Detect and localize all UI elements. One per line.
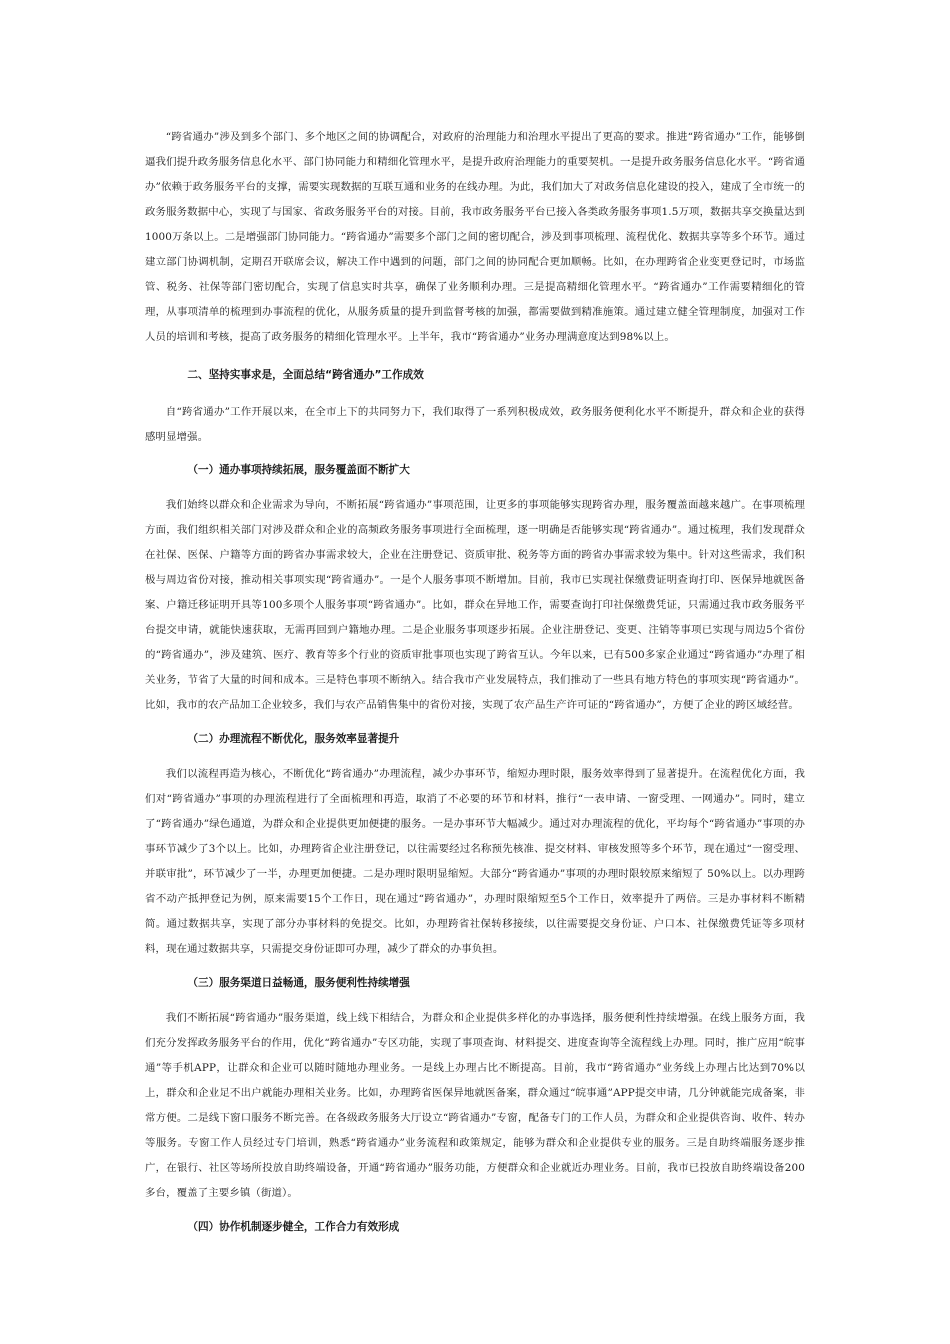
- subsection-heading-2: （二）办理流程不断优化，服务效率显著提升: [187, 733, 400, 745]
- subsection-heading-3: （三）服务渠道日益畅通，服务便利性持续增强: [187, 977, 410, 989]
- subsection-body-1: 我们始终以群众和企业需求为导向，不断拓展“跨省通办”事项范围，让更多的事项能够实现跨省办理，服务覆盖面越来越广。在事项梳理方面，我们组织相关部门对涉及群众和企业的高频政务服务事项进行全面梳理，逐一明确是否能够实现“跨省通办”。通过梳理，我们发现群众在社保、医保、户籍等方面的跨省办事需求较大，企业在注册登记、资质审批、税务等方面的跨省办事需求较为集中。针对这些需求，我们积极与周边省份对接，推动相关事项实现“跨省通办”。一是个人服务事项不断增加。目前，我市已实现社保缴费证明查询打印、医保异地就医备案、户籍迁移证明开具等100多项个人服务事项“跨省通办”。比如，群众在异地工作，需要查询打印社保缴费凭证，只需通过我市政务服务平台提交申请，就能快速获取，无需再回到户籍地办理。二是企业服务事项逐步拓展。企业注册登记、变更、注销等事项已实现与周边5个省份的“跨省通办”，涉及建筑、医疗、教育等多个行业的资质审批事项也实现了跨省互认。今年以来，已有500多家企业通过“跨省通办”办理了相关业务，节省了大量的时间和成本。三是特色事项不断纳入。结合我市产业发展特点，我们推动了一些具有地方特色的事项实现“跨省通办”。比如，我市的农产品加工企业较多，我们与农产品销售集中的省份对接，实现了农产品生产许可证的“跨省通办”，方便了企业的跨区域经营。: [145, 499, 805, 711]
- section-heading: 二、坚持实事求是，全面总结“跨省通办”工作成效: [187, 369, 424, 381]
- subsection-body-3: 我们不断拓展“跨省通办”服务渠道，线上线下相结合，为群众和企业提供多样化的办事选择，服务便利性持续增强。在线上服务方面，我们充分发挥政务服务平台的作用，优化“跨省通办”专区功能，实现了事项查询、材料提交、进度查询等全流程线上办理。同时，推广应用“皖事通”等手机APP，让群众和企业可以随时随地办理业务。一是线上办理占比不断提高。目前，我市“跨省通办”业务线上办理占比达到70%以上，群众和企业足不出户就能办理相关业务。比如，办理跨省医保异地就医备案，群众通过“皖事通”APP提交申请，几分钟就能完成备案，非常方便。二是线下窗口服务不断完善。在各级政务服务大厅设立“跨省通办”专窗，配备专门的工作人员，为群众和企业提供咨询、收件、转办等服务。专窗工作人员经过专门培训，熟悉“跨省通办”业务流程和政策规定，能够为群众和企业提供专业的服务。三是自助终端服务逐步推广，在银行、社区等场所投放自助终端设备，开通“跨省通办”服务功能，方便群众和企业就近办理业务。目前，我市已投放自助终端设备200多台，覆盖了主要乡镇（街道）。: [145, 1012, 805, 1199]
- subsection-heading-4: （四）协作机制逐步健全，工作合力有效形成: [187, 1221, 400, 1233]
- document-page: [145, 125, 805, 1250]
- subsection-heading-1: （一）通办事项持续拓展，服务覆盖面不断扩大: [187, 464, 410, 476]
- subsection-body-2: 我们以流程再造为核心，不断优化“跨省通办”办理流程，减少办事环节，缩短办理时限，服务效率得到了显著提升。在流程优化方面，我们对“跨省通办”事项的办理流程进行了全面梳理和再造，取消了不必要的环节和材料，推行“一表申请、一窗受理、一网通办”。同时，建立了“跨省通办”绿色通道，为群众和企业提供更加便捷的服务。一是办事环节大幅减少。通过对办理流程的优化，平均每个“跨省通办”事项的办事环节减少了3个以上。比如，办理跨省企业注册登记，以往需要经过名称预先核准、提交材料、审核发照等多个环节，现在通过“一窗受理、并联审批”，环节减少了一半，办理更加便捷。二是办理时限明显缩短。大部分“跨省通办”事项的办理时限较原来缩短了 50%以上。以办理跨省不动产抵押登记为例，原来需要15个工作日，现在通过“跨省通办”，办理时限缩短至5个工作日，效率提升了两倍。三是办事材料不断精简。通过数据共享，实现了部分办事材料的免提交。比如，办理跨省社保转移接续，以往需要提交身份证、户口本、社保缴费凭证等多项材料，现在通过数据共享，只需提交身份证即可办理，减少了群众的办事负担。: [145, 768, 805, 955]
- intro-paragraph: “跨省通办”涉及到多个部门、多个地区之间的协调配合，对政府的治理能力和治理水平提出了更高的要求。推进“跨省通办”工作，能够倒逼我们提升政务服务信息化水平、部门协同能力和精细化管理水平，是提升政府治理能力的重要契机。一是提升政务服务信息化水平。“跨省通办”依赖于政务服务平台的支撑，需要实现数据的互联互通和业务的在线办理。为此，我们加大了对政务信息化建设的投入，建成了全市统一的政务服务数据中心，实现了与国家、省政务服务平台的对接。目前，我市政务服务平台已接入各类政务服务事项1.5万项，数据共享交换量达到1000万条以上。二是增强部门协同能力。“跨省通办”需要多个部门之间的密切配合，涉及到事项梳理、流程优化、数据共享等多个环节。通过建立部门协调机制，定期召开联席会议，解决工作中遇到的问题，部门之间的协同配合更加顺畅。比如，在办理跨省企业变更登记时，市场监管、税务、社保等部门密切配合，实现了信息实时共享，确保了业务顺利办理。三是提高精细化管理水平。“跨省通办”工作需要精细化的管理，从事项清单的梳理到办事流程的优化，从服务质量的提升到监督考核的加强，都需要做到精准施策。通过建立健全管理制度，加强对工作人员的培训和考核，提高了政务服务的精细化管理水平。上半年，我市“跨省通办”业务办理满意度达到98%以上。: [145, 131, 805, 343]
- section-summary-paragraph: 自“跨省通办”工作开展以来，在全市上下的共同努力下，我们取得了一系列积极成效，政务服务便利化水平不断提升，群众和企业的获得感明显增强。: [145, 406, 805, 443]
